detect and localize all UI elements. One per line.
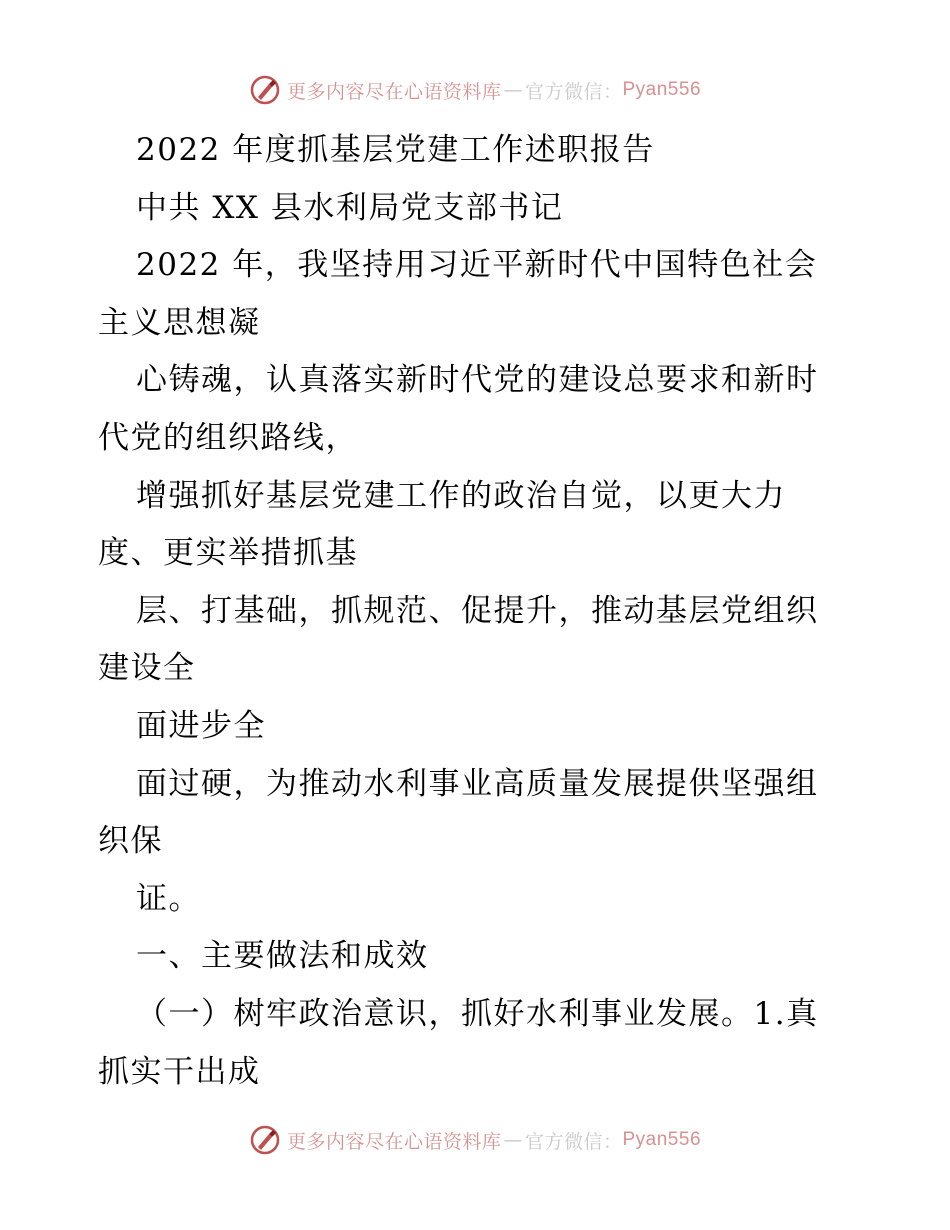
watermark-id: Pyan556 xyxy=(622,79,702,100)
text-line: 证。 xyxy=(136,880,201,917)
text-line: 度、更实举措抓基 xyxy=(98,535,358,572)
watermark-label: 官方微信： xyxy=(524,1130,623,1153)
text-line: 建设全 xyxy=(98,650,196,687)
footer-watermark xyxy=(0,1120,950,1160)
text-line: 抓实干出成 xyxy=(98,1053,261,1090)
watermark-label: 官方微信： xyxy=(524,80,623,103)
text-line: 2022 年，我坚持用习近平新时代中国特色社会 xyxy=(136,247,818,284)
watermark-dash: — xyxy=(503,1129,523,1151)
watermark-text: 更多内容尽在心语资料库 xyxy=(286,80,502,103)
watermark-text: 更多内容尽在心语资料库 xyxy=(286,1130,502,1153)
text-line: 心铸魂，认真落实新时代党的建设总要求和新时 xyxy=(136,362,819,399)
text-line: 2022 年度抓基层党建工作述职报告 xyxy=(136,132,655,168)
text-line: 层、打基础，抓规范、促提升，推动基层党组织 xyxy=(136,592,819,629)
text-line: 增强抓好基层党建工作的政治自觉，以更大力 xyxy=(136,477,786,514)
text-line: 织保 xyxy=(98,823,163,860)
text-line: 中共 XX 县水利局党支部书记 xyxy=(136,189,564,226)
document-body xyxy=(98,122,858,1101)
text-line: （一）树牢政治意识，抓好水利事业发展。1.真 xyxy=(136,995,819,1032)
watermark-id: Pyan556 xyxy=(622,1129,702,1150)
text-line: 一、主要做法和成效 xyxy=(136,938,429,975)
pen-logo-icon xyxy=(249,1124,281,1156)
pen-logo-icon xyxy=(249,74,281,106)
watermark-dash: — xyxy=(503,79,523,101)
header-watermark xyxy=(0,70,950,110)
text-line: 代党的组织路线， xyxy=(98,419,358,456)
text-line: 面进步全 xyxy=(136,707,266,744)
text-line: 面过硬，为推动水利事业高质量发展提供坚强组 xyxy=(136,765,819,802)
text-line: 主义思想凝 xyxy=(98,304,261,341)
